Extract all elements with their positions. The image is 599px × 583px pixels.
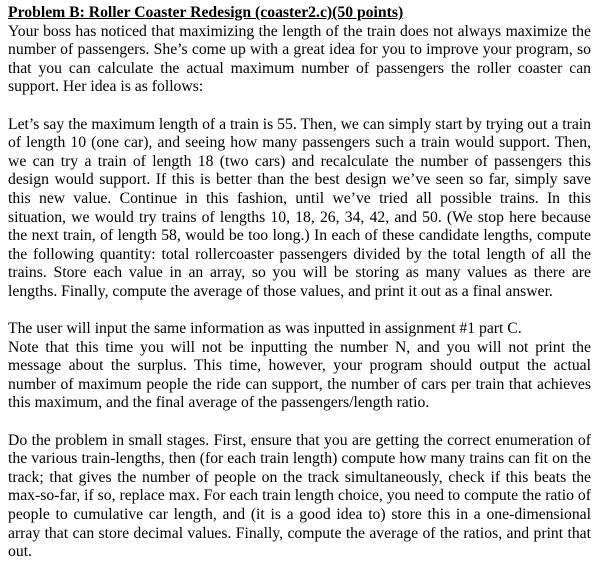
output-paragraph: Note that this time you will not be inputting the number N, and you will not print the message about the surplus. This time, however, your program should output the actual number of maximum people the ride can support, the number of cars per train that achieves this maximum, and the final average of the passengers/length ratio. <box>8 338 591 412</box>
paragraph-spacer <box>8 97 591 116</box>
stages-paragraph: Do the problem in small stages. First, ensure that you are getting the correct enumeration of the various train-lengths, then (for each train length) compute how many trains can fit on the track; that gives the number of people on the track simultaneously, check if this beats the max-so-far, if so, replace max. For each train length choice, you need to compute the ratio of people to cumulative car length, and (it is a good idea to) store this in a one-dimensional array that can store decimal values. Finally, compute the average of the ratios, and print that out. <box>8 431 591 561</box>
input-note-line: The user will input the same information as was inputted in assignment #1 part C. <box>8 320 522 338</box>
paragraph-spacer <box>8 302 591 321</box>
problem-title: Problem B: Roller Coaster Redesign (coaster2.c)(50 points) <box>8 4 404 21</box>
paragraph-spacer <box>8 413 591 432</box>
algorithm-paragraph: Let’s say the maximum length of a train is 55. Then, we can simply start by trying out a train of length 10 (one car), and seeing how many passengers such a train would support. Then, we can try a train of length 18 (two cars) and recalculate the number of passengers this design would support. If this is better than the best design we’ve seen so far, simply save this new value. Continue in this fashion, until we’ve tried all possible trains. In this situation, we would try trains of lengths 10, 18, 26, 34, 42, and 50. (We stop here because the next train, of length 58, would be too long.) In each of these candidate lengths, compute the following quantity: total rollercoaster passengers divided by the total length of all the trains. Store each value in an array, so you will be storing as many values as there are lengths. Finally, compute the average of those values, and print it out as a final answer. <box>8 115 591 300</box>
intro-paragraph: Your boss has noticed that maximizing the length of the train does not always maximize the number of passengers. She’s come up with a great idea for you to improve your program, so that you can calculate the actual maximum number of passengers the roller coaster can support. Her idea is as follows: <box>8 22 591 96</box>
